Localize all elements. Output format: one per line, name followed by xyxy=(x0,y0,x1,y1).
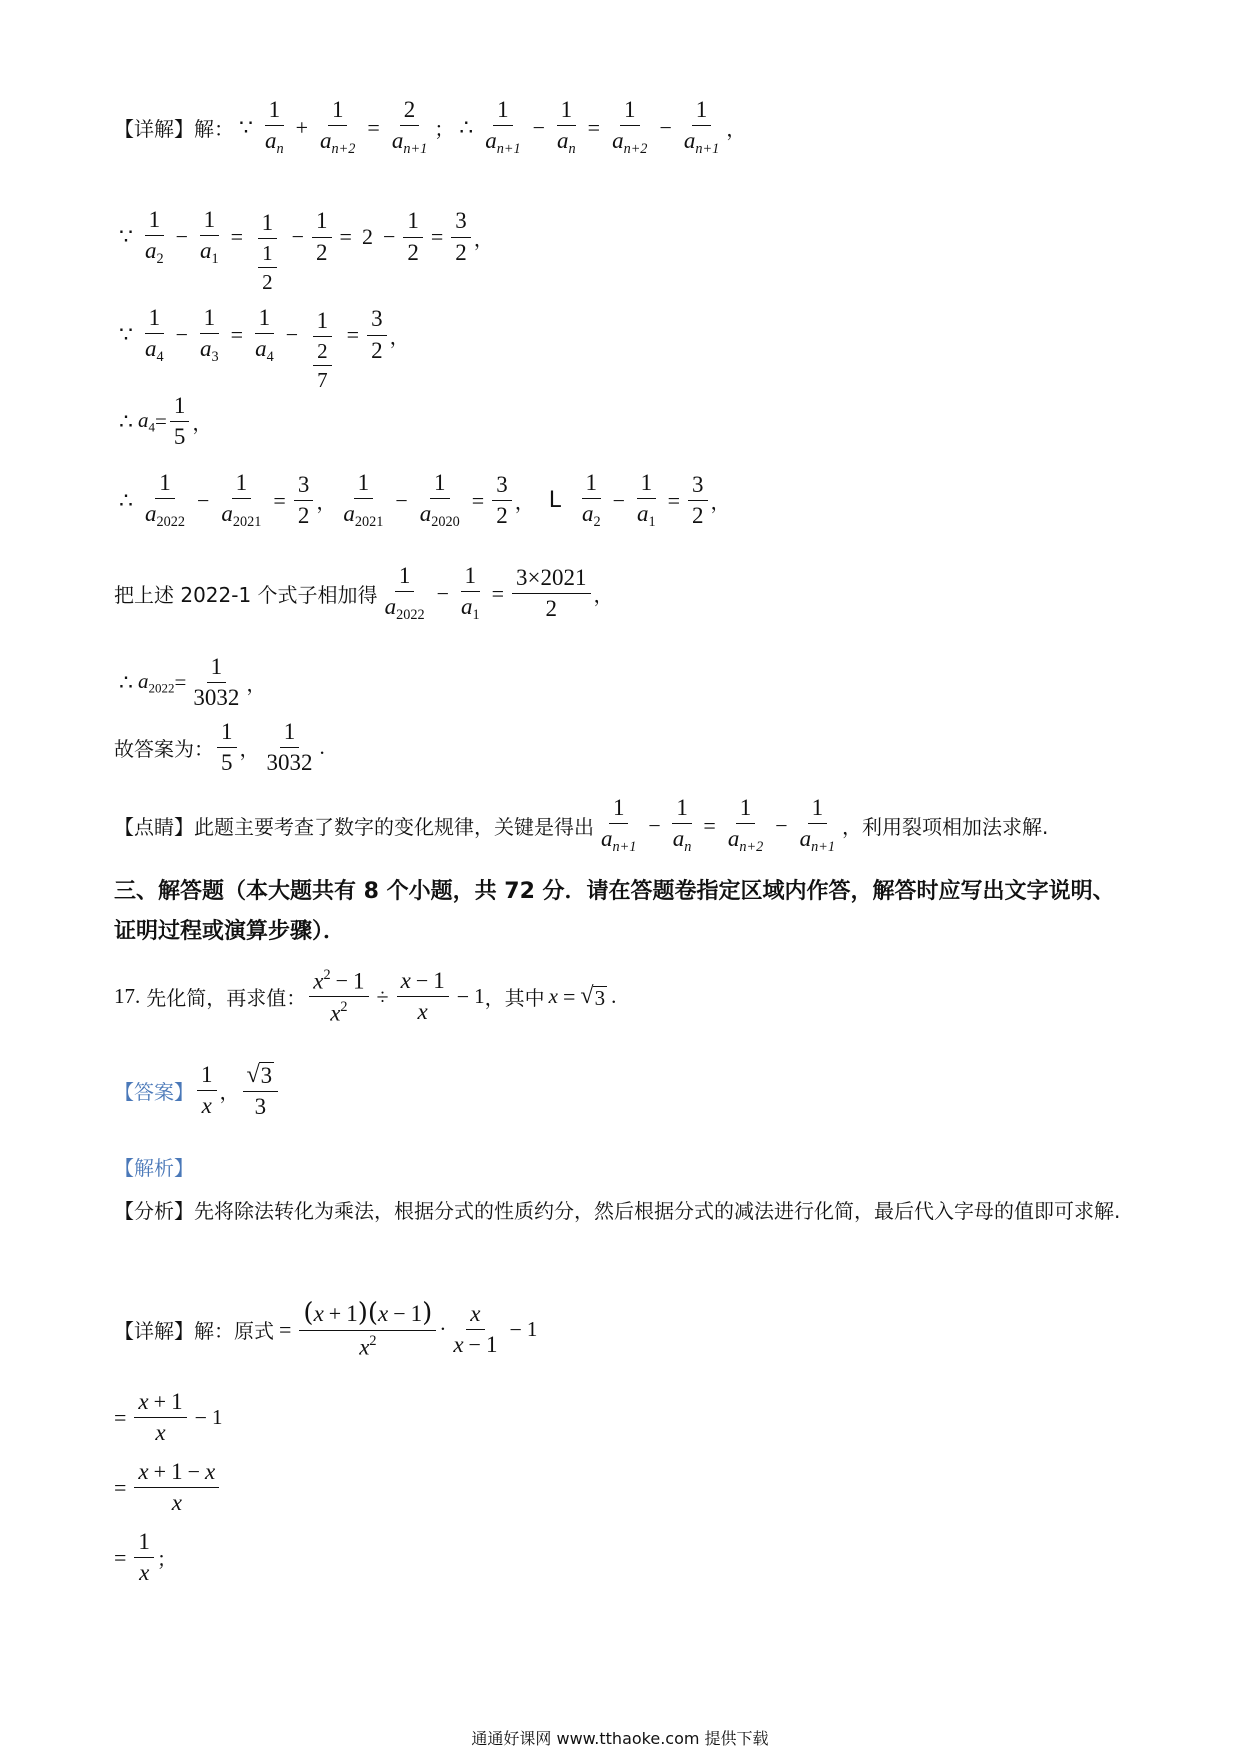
step-3-line xyxy=(114,1530,177,1585)
fraction: $\frac{x + 1 - x}{x}$ xyxy=(134,1460,219,1515)
fraction: $\frac{1}{a_{n+1}}$ xyxy=(485,97,521,158)
fraction: $\frac{1}{x}$ xyxy=(134,1530,154,1585)
period: . xyxy=(319,735,325,760)
comma: ， xyxy=(593,583,614,608)
fraction: $\frac{1}{a_1}$ xyxy=(200,206,219,267)
variable-a4: $a_4$ xyxy=(138,407,156,435)
minus-sign: − xyxy=(456,983,470,1009)
fraction: $\frac{1}{a_{2021}}$ xyxy=(343,470,384,531)
fraction: $\frac{1}{x}$ xyxy=(197,1063,217,1118)
variable-a2022: $a_{2022}$ xyxy=(138,668,175,696)
solution-answer-line xyxy=(114,720,325,775)
minus-sign: − xyxy=(436,580,449,606)
where-text: ，其中 xyxy=(484,986,545,1011)
minus-sign: − xyxy=(291,224,305,250)
comma: ， xyxy=(514,490,535,515)
fraction: $\frac{1}{a_n}$ xyxy=(672,795,692,856)
plus-sign: + xyxy=(295,114,309,140)
problem-17-line xyxy=(114,968,616,1026)
detail-jie: 解：原式 xyxy=(194,1319,274,1344)
minus-sign: − xyxy=(382,224,396,250)
fraction: $\frac{x - 1}{x}$ xyxy=(397,969,449,1024)
fraction: $\frac{3\times 2021}{2}$ xyxy=(512,566,590,621)
equals-sign: = xyxy=(562,983,576,1009)
sqrt-3: √ 3 xyxy=(580,983,606,1011)
comma: ， xyxy=(192,411,213,436)
therefore-symbol: ∴ xyxy=(119,408,133,434)
fraction: √ 3 3 xyxy=(243,1062,279,1119)
comma: ， xyxy=(389,324,410,349)
fraction: $\frac{1}{a_{n+1}}$ xyxy=(799,795,836,856)
equals-sign: = xyxy=(471,487,485,513)
solution-line-7 xyxy=(114,655,266,710)
fraction: $\frac{1}{a_4}$ xyxy=(255,304,274,365)
minus-sign: − xyxy=(612,487,625,513)
minus-sign: − xyxy=(194,1404,207,1430)
equals-sign: = xyxy=(339,224,352,250)
fraction: $\frac{1}{a_2}$ xyxy=(145,206,164,267)
equals-sign: = xyxy=(667,487,681,513)
fraction: $\frac{1}{a_{2022}}$ xyxy=(145,470,185,531)
fraction: $\frac{1}{a_n}$ xyxy=(265,97,284,158)
problem-number: 17. xyxy=(114,984,141,1009)
minus-sign: − xyxy=(285,322,299,348)
equals-sign: = xyxy=(367,114,380,140)
fraction: $\frac{1}{2}$ xyxy=(312,209,332,264)
solution-line-2 xyxy=(114,196,494,295)
fraction: $\frac{1}{a_2}$ xyxy=(581,470,601,531)
fraction: $\frac{3}{2}$ xyxy=(451,209,471,264)
sum-text: 把上述 2022-1 个式子相加得 xyxy=(114,583,378,608)
dianjing-line xyxy=(114,796,1048,855)
fraction: $\frac{1}{a_{2022}}$ xyxy=(384,563,425,624)
comma: ， xyxy=(710,490,731,515)
comma: ， xyxy=(239,737,260,762)
detail-line xyxy=(114,1300,537,1360)
minus-sign: − xyxy=(775,812,788,838)
constant: 1 xyxy=(526,1317,538,1342)
fraction: $\frac{(x + 1)(x - 1)}{x^2}$ xyxy=(299,1300,436,1360)
therefore-symbol: ∴ xyxy=(119,669,133,695)
fraction: $\frac{1}{a_{n+2}}$ xyxy=(727,795,764,856)
fraction: $\frac{1}{2}$ xyxy=(403,209,423,264)
minus-sign: − xyxy=(509,1316,522,1342)
fraction: $\frac{3}{2}$ xyxy=(688,473,708,528)
equals-sign: = xyxy=(491,580,505,606)
footer-text: 通通好课网 www.tthaoke.com 提供下载 xyxy=(471,1729,769,1748)
solution-line-3 xyxy=(114,294,410,393)
fraction: $\frac{1}{3032}$ xyxy=(266,719,313,776)
compound-fraction: $\frac{1}{\frac{1}{2}}$ xyxy=(251,211,284,293)
comma: ， xyxy=(726,117,747,142)
equals-sign: = xyxy=(703,812,716,838)
compound-fraction: $\frac{1}{\frac{2}{7}}$ xyxy=(306,309,339,391)
fraction: $\frac{1}{a_1}$ xyxy=(460,563,480,624)
minus-sign: − xyxy=(532,114,546,140)
fraction: $\frac{3}{2}$ xyxy=(367,307,387,362)
comma: ， xyxy=(316,490,337,515)
equals-sign: = xyxy=(114,1404,127,1430)
fraction: $\frac{1}{a_{n+1}}$ xyxy=(601,795,637,856)
solution-line-5 xyxy=(114,471,731,530)
fraction: $\frac{1}{5}$ xyxy=(170,394,190,449)
fenxi-text: 先将除法转化为乘法，根据分式的性质约分，然后根据分式的减法进行化简，最后代入字母的值即可求解. xyxy=(194,1199,1121,1223)
equals-sign: = xyxy=(430,224,444,250)
fraction: $\frac{1}{a_n}$ xyxy=(557,97,576,158)
therefore-symbol: ∴ xyxy=(119,487,133,513)
dianjing-tag: 【点睛】 xyxy=(114,815,194,840)
equals-sign: = xyxy=(114,1544,127,1570)
fraction: $\frac{1}{a_1}$ xyxy=(637,470,656,531)
fraction: $\frac{1}{5}$ xyxy=(217,720,237,775)
fraction: $\frac{1}{a_{n+1}}$ xyxy=(683,97,720,158)
analysis-line xyxy=(114,1152,194,1181)
fraction: $\frac{3}{2}$ xyxy=(492,473,512,528)
because-symbol: ∵ xyxy=(119,322,133,348)
answer-line xyxy=(114,1062,281,1119)
fraction: $\frac{x + 1}{x}$ xyxy=(134,1390,186,1445)
fraction: $\frac{x^2 - 1}{x^2}$ xyxy=(309,968,368,1026)
dianjing-text: 此题主要考查了数字的变化规律，关键是得出 xyxy=(194,815,594,840)
fraction: $\frac{3}{2}$ xyxy=(294,473,314,528)
semicolon: ； xyxy=(434,117,455,142)
semicolon: ； xyxy=(156,1547,177,1572)
minus-sign: − xyxy=(197,487,210,513)
analysis-tag: 【解析】 xyxy=(114,1156,194,1180)
constant: 2 xyxy=(361,224,373,250)
comma: ， xyxy=(219,1080,240,1105)
equals-sign: = xyxy=(587,114,601,140)
comma: ， xyxy=(246,672,267,697)
because-symbol: ∵ xyxy=(239,114,253,140)
minus-sign: − xyxy=(648,812,661,838)
fraction: $\frac{1}{a_{n+2}}$ xyxy=(612,97,648,158)
fraction: $\frac{x}{x - 1}$ xyxy=(453,1301,498,1358)
constant: 1 xyxy=(211,1405,223,1430)
divide-sign: ÷ xyxy=(376,983,389,1009)
solution-line-1 xyxy=(114,98,746,157)
answer-tag: 【答案】 xyxy=(114,1080,194,1105)
ellipsis-glyph: L xyxy=(548,488,561,514)
dot-operator: · xyxy=(439,1317,447,1342)
problem-prompt: 先化简，再求值： xyxy=(146,986,307,1011)
answer-label: 故答案为： xyxy=(114,737,214,762)
solution-line-6 xyxy=(114,564,614,623)
equals-sign: = xyxy=(346,322,360,348)
equals-sign: = xyxy=(230,224,244,250)
fraction: $\frac{1}{a_{2021}}$ xyxy=(221,470,262,531)
fraction: $\frac{1}{3032}$ xyxy=(193,654,240,711)
equals-sign: = xyxy=(174,670,187,695)
dianjing-tail: ，利用裂项相加法求解. xyxy=(842,815,1049,840)
minus-sign: − xyxy=(395,487,408,513)
fenxi-tag: 【分析】 xyxy=(114,1199,194,1223)
constant: 1 xyxy=(474,984,485,1009)
step-2-line xyxy=(114,1460,222,1515)
period: . xyxy=(611,984,617,1009)
detail-tag: 【详解】 xyxy=(114,117,194,142)
fenxi-paragraph xyxy=(114,1186,1124,1236)
equals-sign: = xyxy=(114,1474,127,1500)
fraction: $\frac{1}{a_{n+2}}$ xyxy=(320,97,356,158)
minus-sign: − xyxy=(659,114,672,140)
therefore-symbol: ∴ xyxy=(459,114,474,140)
minus-sign: − xyxy=(175,224,189,250)
jie-label: 解： xyxy=(194,117,234,142)
solution-line-4 xyxy=(114,394,212,449)
equals-sign: = xyxy=(230,322,244,348)
fraction: $\frac{1}{a_{2020}}$ xyxy=(419,470,460,531)
comma: ， xyxy=(473,226,494,251)
step-1-line xyxy=(114,1390,222,1445)
fraction: $\frac{1}{a_3}$ xyxy=(200,304,219,365)
equals-sign: = xyxy=(279,1316,292,1342)
fraction: $\frac{1}{a_4}$ xyxy=(145,304,164,365)
detail-tag: 【详解】 xyxy=(114,1319,194,1344)
section-heading: 三、解答题（本大题共有 8 个小题，共 72 分．请在答题卷指定区域内作答，解答时应写出文字说明、证明过程或演算步骤）． xyxy=(114,879,1115,944)
variable-x: x xyxy=(548,984,558,1009)
minus-sign: − xyxy=(175,322,189,348)
equals-sign: = xyxy=(155,409,167,434)
because-symbol: ∵ xyxy=(119,224,133,250)
fraction: $\frac{2}{a_{n+1}}$ xyxy=(391,97,428,158)
equals-sign: = xyxy=(273,487,286,513)
